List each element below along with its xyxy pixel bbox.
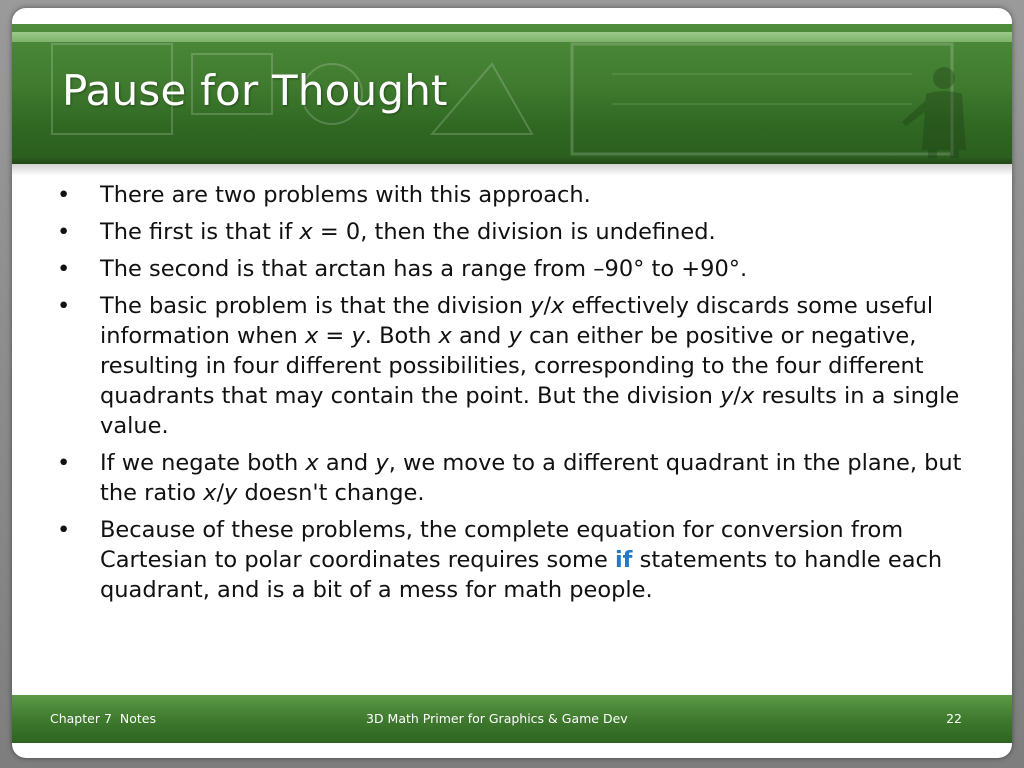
text-run: The second is that arctan has a range from –90° to +90°. [100,256,748,282]
bullet-text [100,450,962,506]
slide-footer [12,695,1012,743]
text-run: doesn't change. [237,480,425,506]
math-variable: y [530,293,544,319]
text-run: There are two problems with this approach. [100,182,591,208]
text-run: effectively discards some useful information when [100,293,934,349]
bullet-text [100,256,747,282]
text-run: and [451,323,509,349]
text-run: The basic problem is that the division [100,293,531,319]
math-variable: x [203,480,217,506]
math-variable: y [720,383,734,409]
text-run: The first is that if [100,219,300,245]
text-run: Because of these problems, the complete equation for conversion from Cartesian to polar coordinates requires some [100,517,904,573]
bullet-list [57,180,977,612]
text-run: and [318,450,376,476]
bullet-item [57,254,977,284]
text-run: If we negate both [100,450,306,476]
footer-chapter: Chapter 7 Notes [50,711,156,726]
math-variable: x [299,219,313,245]
code-keyword: if [614,547,633,573]
bullet-item [57,448,977,508]
bullet-marker: • [57,293,71,319]
bullet-marker: • [57,450,71,476]
text-run: / [216,480,225,506]
footer-book-title: 3D Math Primer for Graphics & Game Dev [366,711,628,726]
text-run: / [543,293,552,319]
bullet-item [57,217,977,247]
math-variable: y [508,323,522,349]
slide-title: Pause for Thought [62,66,448,115]
math-variable: x [305,450,319,476]
math-variable: x [304,323,319,349]
math-variable: x [438,323,452,349]
bullet-text [100,219,716,245]
slide [12,8,1012,758]
text-run: can either be positive or negative, resulting in four different possibilities, corresponding to the four different quadrants that may contain the point. But the division [100,323,924,409]
math-variable: y [375,450,389,476]
bullet-marker: • [57,219,71,245]
math-variable: y [224,480,238,506]
bullet-item [57,515,977,605]
bullet-text [100,517,942,603]
text-run: = 0, then the division is undefined. [312,219,716,245]
text-run: , we move to a different quadrant in the plane, but the ratio [100,450,962,506]
teacher-silhouette-icon [894,60,984,164]
text-run: statements to handle each quadrant, and is a bit of a mess for math people. [100,547,943,603]
bullet-marker: • [57,256,71,282]
bullet-marker: • [57,517,71,543]
footer-page-number: 22 [946,711,962,726]
bullet-marker: • [57,182,71,208]
text-run: = [318,323,352,349]
bullet-text [100,182,591,208]
text-run: results in a single value. [100,383,960,439]
math-variable: y [351,323,365,349]
text-run: / [733,383,741,409]
bullet-text [100,293,959,439]
math-variable: x [551,293,565,319]
bullet-item [57,291,977,441]
text-run: . Both [364,323,439,349]
math-variable: x [740,383,755,409]
bullet-item [57,180,977,210]
banner-shadow [12,164,1012,176]
